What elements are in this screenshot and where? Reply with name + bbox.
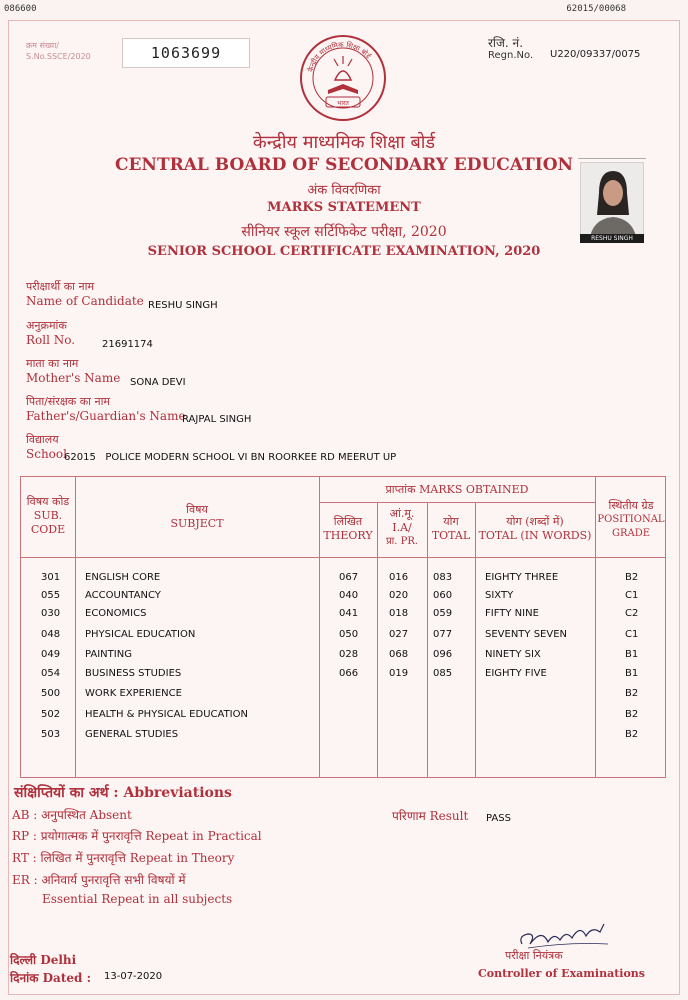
cell-total: 085 bbox=[433, 668, 453, 679]
header-grade-en: POSITIONAL GRADE bbox=[597, 514, 665, 539]
table-row bbox=[21, 572, 667, 590]
cell-code: 503 bbox=[41, 729, 61, 740]
emblem-bottom-text: भारत bbox=[337, 100, 349, 107]
cell-theory: 066 bbox=[339, 668, 359, 679]
controller-title-en: Controller of Examinations bbox=[478, 967, 645, 980]
table-row bbox=[21, 629, 667, 647]
table-row bbox=[21, 590, 667, 608]
cell-total: 060 bbox=[433, 590, 453, 601]
statement-title-hi: अंक विवरणिका bbox=[307, 183, 381, 198]
header-ia-en: I.A/ bbox=[392, 521, 412, 534]
table-row bbox=[21, 608, 667, 626]
cell-subject: ACCOUNTANCY bbox=[85, 590, 161, 601]
header-total-hi: योग bbox=[443, 515, 459, 528]
header-ia-hi: आं.मू. bbox=[389, 507, 415, 520]
cell-ia: 019 bbox=[389, 668, 409, 679]
cell-ia: 018 bbox=[389, 608, 409, 619]
cell-grade: B2 bbox=[625, 572, 639, 583]
cell-grade: B2 bbox=[625, 729, 639, 740]
cbse-emblem-icon bbox=[298, 34, 388, 124]
serial-left: 086600 bbox=[4, 4, 37, 14]
header-code-hi: विषय कोड bbox=[26, 495, 70, 508]
cell-total: 096 bbox=[433, 649, 453, 660]
result-value: PASS bbox=[486, 813, 511, 824]
header-total-en: TOTAL bbox=[431, 529, 471, 542]
regn-number: U220/09337/0075 bbox=[550, 49, 641, 60]
abbr-er: ER : अनिवार्य पुनरावृत्ति सभी विषयों में bbox=[12, 873, 186, 887]
photo-caption: RESHU SINGH bbox=[580, 234, 644, 243]
sr-no-label: क्रम संख्या/ S.No.SSCE/2020 bbox=[26, 41, 91, 61]
cell-words: EIGHTY THREE bbox=[485, 572, 559, 583]
emblem-arc-text: केन्द्रीय माध्यमिक शिक्षा बोर्ड bbox=[306, 40, 373, 73]
header-theory-en: THEORY bbox=[323, 529, 373, 542]
abbreviations-title: संक्षिप्तियों का अर्थ : Abbreviations bbox=[14, 785, 232, 801]
school-label-hi: विद्यालय bbox=[26, 433, 59, 446]
cell-subject: HEALTH & PHYSICAL EDUCATION bbox=[85, 709, 248, 720]
sr-no-box: 1063699 bbox=[122, 38, 250, 68]
cell-code: 030 bbox=[41, 608, 61, 619]
table-row bbox=[21, 668, 667, 686]
cell-grade: C1 bbox=[625, 590, 639, 601]
cell-grade: C1 bbox=[625, 629, 639, 640]
cell-total: 077 bbox=[433, 629, 453, 640]
header-grade-hi: स्थितीय ग्रेड bbox=[608, 499, 654, 512]
cell-theory: 067 bbox=[339, 572, 359, 583]
father-name: RAJPAL SINGH bbox=[182, 414, 252, 425]
father-label-hi: पिता/संरक्षक का नाम bbox=[26, 395, 111, 408]
abbr-ab: AB : अनुपस्थित Absent bbox=[12, 808, 132, 822]
school-label-en: School bbox=[26, 447, 67, 461]
roll-number: 21691174 bbox=[102, 339, 153, 350]
controller-title-hi: परीक्षा नियंत्रक bbox=[505, 949, 563, 962]
name-label-en: Name of Candidate bbox=[26, 294, 144, 308]
cell-ia: 027 bbox=[389, 629, 409, 640]
cell-code: 054 bbox=[41, 668, 61, 679]
cell-code: 500 bbox=[41, 688, 61, 699]
table-row bbox=[21, 688, 667, 706]
name-label-hi: परीक्षार्थी का नाम bbox=[26, 280, 95, 293]
header-subject-en: SUBJECT bbox=[170, 517, 224, 530]
regn-label-en: Regn.No. bbox=[488, 50, 534, 61]
header-theory-hi: लिखित bbox=[333, 515, 363, 528]
header-subject-hi: विषय bbox=[186, 503, 208, 516]
dated-value: 13-07-2020 bbox=[104, 971, 163, 982]
result-label: परिणाम Result bbox=[392, 809, 469, 823]
header-words-hi: योग (शब्दों में) bbox=[506, 515, 564, 528]
cell-ia: 016 bbox=[389, 572, 409, 583]
table-row bbox=[21, 729, 667, 747]
statement-title-en: MARKS STATEMENT bbox=[267, 200, 421, 215]
cell-code: 301 bbox=[41, 572, 61, 583]
cell-code: 048 bbox=[41, 629, 61, 640]
mother-label-hi: माता का नाम bbox=[26, 357, 79, 370]
marks-table bbox=[20, 476, 666, 778]
cell-grade: B2 bbox=[625, 688, 639, 699]
cell-ia: 068 bbox=[389, 649, 409, 660]
cell-ia: 020 bbox=[389, 590, 409, 601]
serial-right: 62015/00068 bbox=[566, 4, 626, 14]
cell-total: 059 bbox=[433, 608, 453, 619]
cell-grade: B1 bbox=[625, 668, 639, 679]
cell-subject: GENERAL STUDIES bbox=[85, 729, 179, 740]
header-ia-pr: प्रा. PR. bbox=[385, 536, 419, 547]
candidate-name: RESHU SINGH bbox=[148, 300, 218, 311]
dated-label: दिनांक Dated : bbox=[10, 971, 91, 985]
exam-title-hi: सीनियर स्कूल सर्टिफिकेट परीक्षा, 2020 bbox=[241, 224, 447, 240]
cell-code: 055 bbox=[41, 590, 61, 601]
board-name-en: CENTRAL BOARD OF SECONDARY EDUCATION bbox=[114, 155, 574, 175]
exam-title-en: SENIOR SCHOOL CERTIFICATE EXAMINATION, 2020 bbox=[147, 244, 541, 259]
cell-subject: PAINTING bbox=[85, 649, 132, 660]
cell-subject: ENGLISH CORE bbox=[85, 572, 161, 583]
roll-label-en: Roll No. bbox=[26, 333, 76, 347]
cell-subject: BUSINESS STUDIES bbox=[85, 668, 182, 679]
abbr-rt: RT : लिखित में पुनरावृत्ति Repeat in Theory bbox=[12, 851, 235, 865]
abbr-rp: RP : प्रयोगात्मक में पुनरावृत्ति Repeat in Practical bbox=[12, 829, 262, 843]
abbr-er-en: Essential Repeat in all subjects bbox=[42, 892, 233, 906]
cell-words: NINETY SIX bbox=[485, 649, 541, 660]
cell-words: FIFTY NINE bbox=[485, 608, 539, 619]
cell-grade: B2 bbox=[625, 709, 639, 720]
candidate-photo bbox=[580, 162, 644, 242]
cell-subject: ECONOMICS bbox=[85, 608, 147, 619]
cell-total: 083 bbox=[433, 572, 453, 583]
header-words-en: TOTAL (IN WORDS) bbox=[478, 529, 592, 542]
row-divider bbox=[319, 502, 595, 503]
cell-grade: C2 bbox=[625, 608, 639, 619]
cell-theory: 028 bbox=[339, 649, 359, 660]
place-label: दिल्ली Delhi bbox=[10, 953, 77, 967]
cell-theory: 050 bbox=[339, 629, 359, 640]
cell-words: EIGHTY FIVE bbox=[485, 668, 547, 679]
cell-theory: 040 bbox=[339, 590, 359, 601]
cell-theory: 041 bbox=[339, 608, 359, 619]
cell-words: SIXTY bbox=[485, 590, 514, 601]
school-name: 62015 POLICE MODERN SCHOOL VI BN ROORKEE RD MEERUT UP bbox=[64, 452, 397, 463]
regn-label-hi: रजि. नं. bbox=[488, 36, 524, 50]
header-marks-hi: प्राप्तांक bbox=[385, 483, 416, 496]
row-divider bbox=[21, 557, 665, 558]
board-name-hi: केन्द्रीय माध्यमिक शिक्षा बोर्ड bbox=[252, 132, 436, 153]
mother-name: SONA DEVI bbox=[130, 377, 186, 388]
mother-label-en: Mother's Name bbox=[26, 371, 121, 385]
cell-subject: PHYSICAL EDUCATION bbox=[85, 629, 196, 640]
cell-code: 049 bbox=[41, 649, 61, 660]
cell-code: 502 bbox=[41, 709, 61, 720]
table-row bbox=[21, 649, 667, 667]
table-row bbox=[21, 709, 667, 727]
photo-rule bbox=[578, 158, 646, 159]
header-code-en: SUB. CODE bbox=[30, 509, 66, 536]
father-label-en: Father's/Guardian's Name bbox=[26, 409, 186, 423]
cell-grade: B1 bbox=[625, 649, 639, 660]
roll-label-hi: अनुक्रमांक bbox=[26, 319, 67, 332]
cell-words: SEVENTY SEVEN bbox=[485, 629, 568, 640]
cell-subject: WORK EXPERIENCE bbox=[85, 688, 182, 699]
header-marks-en: MARKS OBTAINED bbox=[419, 483, 529, 496]
